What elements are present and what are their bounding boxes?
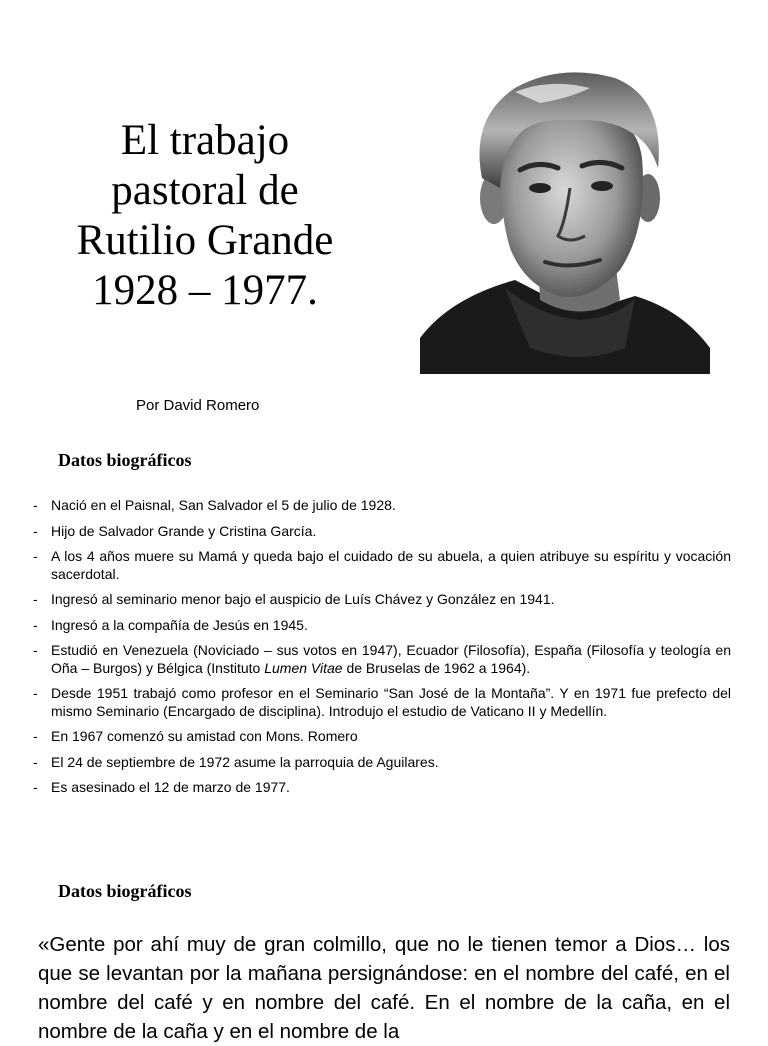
title-line-4: 1928 – 1977. (92, 267, 318, 314)
bullet-dash: - (33, 497, 38, 513)
list-item (32, 497, 731, 515)
list-item-text: Hijo de Salvador Grande y Cristina García. (51, 522, 317, 539)
list-item (32, 523, 731, 541)
list-item-text-before: Estudió en Venezuela (Noviciado – sus votos en 1947), Ecuador (Filosofía), España (Filosofía y teología en Oña – Burgos) y Bélgica (Instituto (51, 642, 731, 676)
bullet-dash: - (33, 616, 38, 633)
list-item-text: El 24 de septiembre de 1972 asume la parroquia de Aguilares. (51, 753, 439, 770)
section-heading-biographical: Datos biográficos (58, 450, 192, 470)
portrait-photo (420, 48, 710, 374)
bullet-dash: - (33, 591, 38, 607)
list-item-text: Ingresó al seminario menor bajo el auspicio de Luís Chávez y González en 1941. (51, 591, 555, 607)
list-item (32, 754, 731, 772)
institute-name: Lumen Vitae (264, 659, 343, 676)
list-item-text: En 1967 comenzó su amistad con Mons. Romero (51, 728, 358, 744)
title-line-1: El trabajo (120, 117, 290, 164)
portrait-illustration (420, 48, 710, 374)
title-line-3: Rutilio Grande (76, 217, 334, 264)
list-item (32, 548, 731, 583)
bullet-dash: - (33, 753, 38, 770)
bullet-dash: - (33, 728, 38, 744)
list-item (32, 617, 731, 635)
list-item-text: A los 4 años muere su Mamá y queda bajo el cuidado de su abuela, a quien atribuye su espíritu y vocación sacerdotal. (51, 548, 731, 582)
list-item (32, 685, 731, 720)
quote-paragraph: «Gente por ahí muy de gran colmillo, que no le tienen temor a Dios… los que se levantan por la mañana persignándose: en el nombre del café, en el nombre del café y en nombre del café. En el nombre de la caña, en el nombre de la caña y en el nombre de la (38, 933, 730, 1043)
author-byline: Por David Romero (136, 397, 260, 414)
list-item-text: Nació en el Paisnal, San Salvador el 5 de julio de 1928. (51, 497, 396, 513)
list-item-text: Ingresó a la compañía de Jesús en 1945. (51, 616, 308, 633)
bullet-dash: - (33, 548, 38, 564)
list-item (32, 642, 731, 677)
list-item (32, 591, 731, 609)
biography-list (32, 497, 731, 805)
list-item-text-after: de Bruselas de 1962 a 1964). (342, 659, 531, 676)
bullet-dash: - (33, 779, 38, 795)
list-item-text: Es asesinado el 12 de marzo de 1977. (51, 779, 290, 795)
list-item-text: Desde 1951 trabajó como profesor en el Seminario “San José de la Montaña”. Y en 1971 fue prefecto del mismo Seminario (Encargado de disciplina). Introdujo el estudio de Vaticano II y Medellín. (51, 685, 731, 719)
title-line-2: pastoral de (111, 167, 299, 214)
bullet-dash: - (33, 642, 38, 658)
document-title (40, 116, 370, 316)
list-item (32, 728, 731, 746)
section-heading-quote: Datos biográficos (58, 881, 192, 901)
bullet-dash: - (33, 522, 38, 539)
bullet-dash: - (33, 685, 38, 701)
list-item (32, 779, 731, 797)
